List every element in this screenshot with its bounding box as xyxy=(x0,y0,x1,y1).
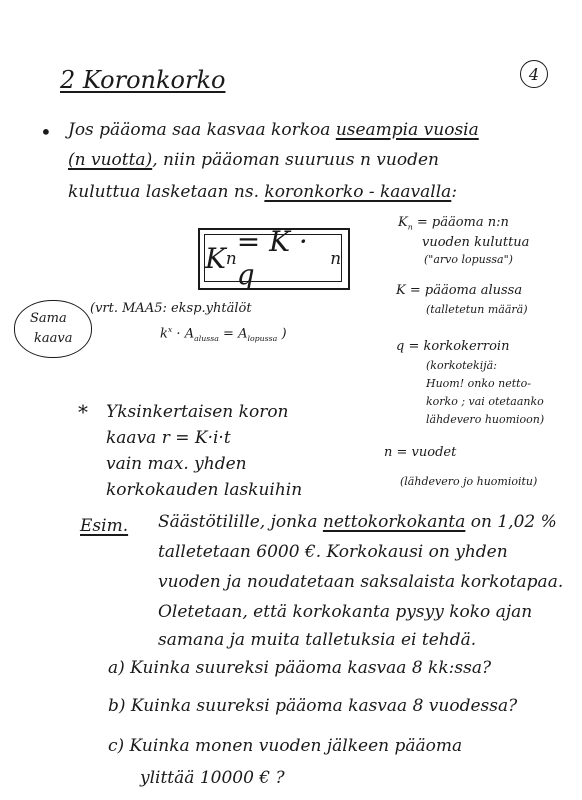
def-k-line-1: K = pääoma alussa xyxy=(396,283,523,298)
page-number-badge xyxy=(520,60,548,88)
example-label: Esim. xyxy=(80,516,129,536)
formula-rhs: = K · q xyxy=(236,225,308,291)
question-c-line-2: ylittää 10000 € ? xyxy=(140,768,285,788)
example-line-3: vuoden ja noudatetaan saksalaista korkotapaa. xyxy=(158,572,564,592)
compare-line-1: (vrt. MAA5: eksp.yhtälöt xyxy=(90,301,252,316)
compare-times-a: · A xyxy=(172,326,195,342)
intro-line-2-underlined: (n vuotta) xyxy=(68,150,153,170)
def-k-line-2: (talletetun määrä) xyxy=(426,303,528,316)
simple-line-2: kaava r = K·i·t xyxy=(106,428,231,448)
compare-close: ) xyxy=(277,326,287,342)
example-line-1 xyxy=(158,514,557,531)
example-line-4: Oletetaan, että korkokanta pysyy koko ajan xyxy=(158,602,533,622)
sama-kaava-bubble xyxy=(14,300,92,358)
def-q-line-2: (korkotekijä: xyxy=(426,359,497,372)
example-line-5: samana ja muita talletuksia ei tehdä. xyxy=(158,630,477,650)
bubble-line-2: kaava xyxy=(34,331,73,346)
intro-line-1 xyxy=(68,122,479,139)
question-c-line-1: c) Kuinka monen vuoden jälkeen pääoma xyxy=(108,736,463,756)
intro-line-3-colon: : xyxy=(451,182,458,202)
def-kn-subscript: n xyxy=(407,222,413,232)
bubble-line-1: Sama xyxy=(30,311,67,326)
example-line-1-underlined: nettokorkokanta xyxy=(322,512,466,532)
compare-sub-lopussa: lopussa xyxy=(247,333,278,343)
def-kn-line-1 xyxy=(398,216,509,231)
def-q-line-4: korko ; vai otetaanko xyxy=(426,395,544,408)
intro-line-2-text: , niin pääoman suuruus n vuoden xyxy=(152,150,439,170)
example-line-1-rate: on 1,02 % xyxy=(465,512,557,532)
compound-interest-formula xyxy=(204,225,342,291)
intro-line-1-text: Jos pääoma saa kasvaa korkoa xyxy=(68,120,336,140)
simple-line-4: korkokauden laskuihin xyxy=(106,480,303,500)
formula-lhs: K xyxy=(205,241,226,275)
bullet: • xyxy=(40,120,52,144)
question-b: b) Kuinka suureksi pääoma kasvaa 8 vuodessa? xyxy=(108,696,518,716)
formula-exponent: n xyxy=(330,248,341,268)
def-kn-line-2: vuoden kuluttua xyxy=(422,235,530,250)
example-line-1-text: Säästötilille, jonka xyxy=(158,512,323,532)
intro-line-3-text: kuluttua lasketaan ns. xyxy=(68,182,265,202)
asterisk: * xyxy=(78,400,88,424)
def-kn-symbol: K xyxy=(398,215,408,230)
simple-line-1: Yksinkertaisen koron xyxy=(106,402,289,422)
compare-exponent: x xyxy=(167,325,173,334)
simple-line-3: vain max. yhden xyxy=(106,454,247,474)
def-n-line-1: n = vuodet xyxy=(384,445,457,460)
def-kn-text: = pääoma n:n xyxy=(412,215,509,230)
formula-lhs-subscript: n xyxy=(225,248,237,268)
question-a: a) Kuinka suureksi pääoma kasvaa 8 kk:ssa? xyxy=(108,658,492,678)
intro-line-2 xyxy=(68,152,439,169)
compare-line-2 xyxy=(160,326,287,343)
compare-base: k xyxy=(160,326,168,342)
def-q-line-5: lähdevero huomioon) xyxy=(426,413,545,426)
intro-line-3-underlined: koronkorko - kaavalla xyxy=(264,182,452,202)
def-n-line-2: (lähdevero jo huomioitu) xyxy=(400,475,538,488)
compare-sub-alussa: alussa xyxy=(194,333,219,343)
example-line-2: talletetaan 6000 €. Korkokausi on yhden xyxy=(158,542,508,562)
def-q-line-3: Huom! onko netto- xyxy=(426,377,531,390)
page-number: 4 xyxy=(528,64,540,84)
compare-equals-a: = A xyxy=(218,326,248,342)
def-q-line-1: q = korkokerroin xyxy=(396,339,510,354)
page-title: 2 Koronkorko xyxy=(60,66,226,94)
intro-line-1-underlined: useampia vuosia xyxy=(335,120,479,140)
def-kn-line-3: ("arvo lopussa") xyxy=(424,253,513,266)
intro-line-3 xyxy=(68,184,457,201)
